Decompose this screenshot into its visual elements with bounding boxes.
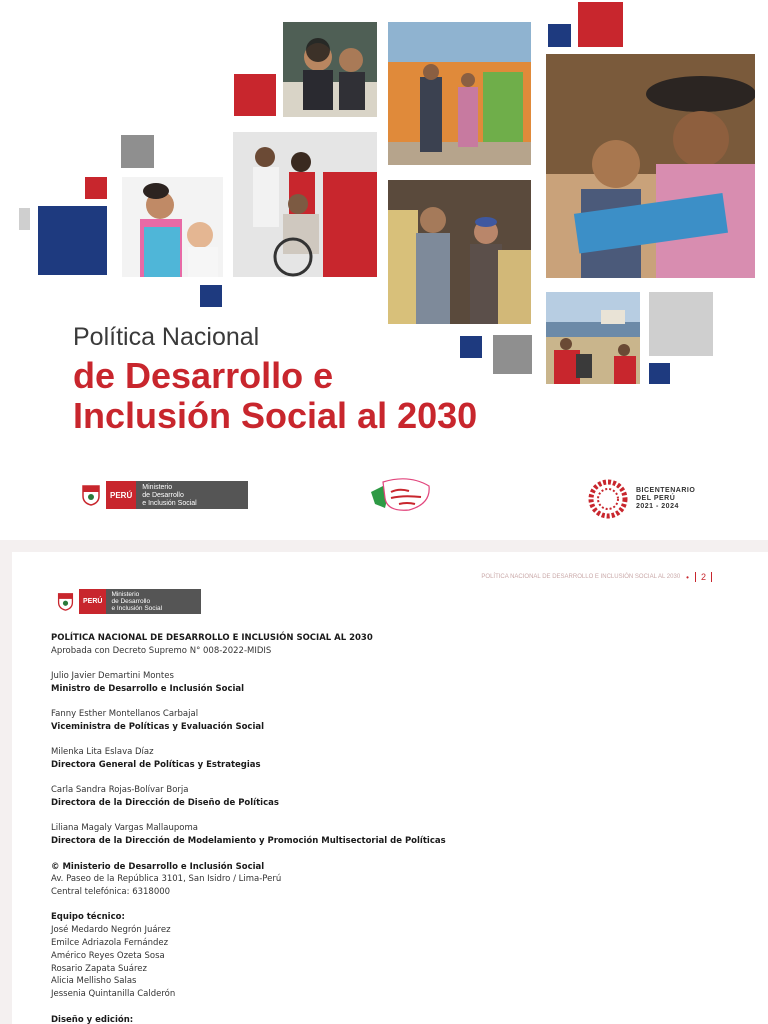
photo-mother-child-reading <box>546 54 755 278</box>
photo-elderly-wheelchair <box>233 132 377 277</box>
bicentenario-text <box>636 487 695 511</box>
person-name: Milenka Lita Eslava Díaz <box>51 747 154 758</box>
deco-square-blue <box>200 285 222 307</box>
deco-square-lightgrey <box>19 208 30 230</box>
deco-square-red <box>578 2 623 47</box>
team-member: Américo Reyes Ozeta Sosa <box>51 950 165 961</box>
person-name: Liliana Magaly Vargas Mallaupoma <box>51 823 198 834</box>
cover-title-line: de Desarrollo e <box>73 355 334 396</box>
cover-title-line: Inclusión Social al 2030 <box>73 395 478 436</box>
team-member: Rosario Zapata Suárez <box>51 963 147 974</box>
photo-elderly-couple-reeds <box>388 180 531 324</box>
ministry-name-line: Ministerio <box>142 484 173 491</box>
ministry-name <box>106 589 201 614</box>
ministry-name-line: Ministerio <box>111 591 140 598</box>
deco-square-grey <box>493 335 532 374</box>
person-name: Fanny Esther Montellanos Carbajal <box>51 709 199 720</box>
doc-title: POLÍTICA NACIONAL DE DESARROLLO E INCLUSIÓN SOCIAL AL 2030 <box>51 633 373 643</box>
ministry-name-line: e Inclusión Social <box>111 605 163 612</box>
coat-of-arms-icon <box>80 484 102 506</box>
person-role: Directora de la Dirección de Diseño de Políticas <box>51 798 279 809</box>
ministry-logo <box>80 481 248 509</box>
photo-lake-women <box>546 292 640 384</box>
team-member: Emilce Adriazola Fernández <box>51 938 169 949</box>
bicentenario-logo <box>586 477 695 521</box>
team-title: Equipo técnico: <box>51 912 125 923</box>
cover-subtitle: Política Nacional <box>73 323 260 351</box>
page-number: 2 <box>695 572 712 582</box>
team-member: Jessenia Quintanilla Calderón <box>51 989 176 1000</box>
phone: Central telefónica: 6318000 <box>51 887 171 898</box>
team-member: José Medardo Negrón Juárez <box>51 925 171 936</box>
person-name: Carla Sandra Rojas-Bolívar Borja <box>51 785 189 796</box>
photo-family-house <box>388 22 531 165</box>
bicentenario-line: BICENTENARIO <box>636 487 696 494</box>
coat-of-arms-icon <box>56 592 75 611</box>
credits-page <box>12 552 768 1024</box>
photo-mother-baby <box>122 177 223 277</box>
approval-line: Aprobada con Decreto Supremo N° 008-2022-MIDIS <box>51 645 272 656</box>
deco-square-blue <box>548 24 571 47</box>
ministry-name-line: e Inclusión Social <box>142 500 197 507</box>
bicentenario-line: 2021 - 2024 <box>636 503 679 510</box>
person-role: Directora General de Políticas y Estrategias <box>51 760 261 771</box>
person-name: Julio Javier Demartini Montes <box>51 671 174 682</box>
address: Av. Paseo de la República 3101, San Isidro / Lima-Perú <box>51 874 282 885</box>
deco-square-blue <box>38 206 107 275</box>
deco-square-red <box>234 74 276 116</box>
deco-square-grey <box>121 135 154 168</box>
photo-schoolgirls <box>283 22 377 117</box>
person-role: Viceministra de Políticas y Evaluación Social <box>51 721 265 732</box>
ministry-name-line: de Desarrollo <box>142 492 184 499</box>
bicentenario-line: DEL PERÚ <box>636 495 676 502</box>
page-header <box>481 572 712 582</box>
design-title: Diseño y edición: <box>51 1014 134 1024</box>
copyright: © Ministerio de Desarrollo e Inclusión Social <box>51 861 265 872</box>
deco-square-blue <box>649 363 670 384</box>
cover-title <box>73 356 477 436</box>
header-title: POLÍTICA NACIONAL DE DESARROLLO E INCLUSIÓN SOCIAL AL 2030 <box>481 574 681 580</box>
ministry-logo <box>56 589 201 614</box>
person-role: Ministro de Desarrollo e Inclusión Social <box>51 683 245 694</box>
bullet-icon: • <box>686 572 689 582</box>
bicentenario-ring-icon <box>586 477 630 521</box>
deco-square-red <box>85 177 107 199</box>
con-puno-peru-logo <box>369 478 433 514</box>
ministry-name <box>136 481 248 509</box>
deco-square-lightgrey <box>649 292 713 356</box>
credits-body <box>51 632 731 1024</box>
deco-square-blue <box>460 336 482 358</box>
person-role: Directora de la Dirección de Modelamiento y Promoción Multisectorial de Políticas <box>51 836 446 847</box>
team-member: Alicia Mellisho Salas <box>51 976 137 987</box>
ministry-name-line: de Desarrollo <box>111 598 151 605</box>
peru-label: PERÚ <box>79 589 106 614</box>
peru-label: PERÚ <box>106 481 136 509</box>
